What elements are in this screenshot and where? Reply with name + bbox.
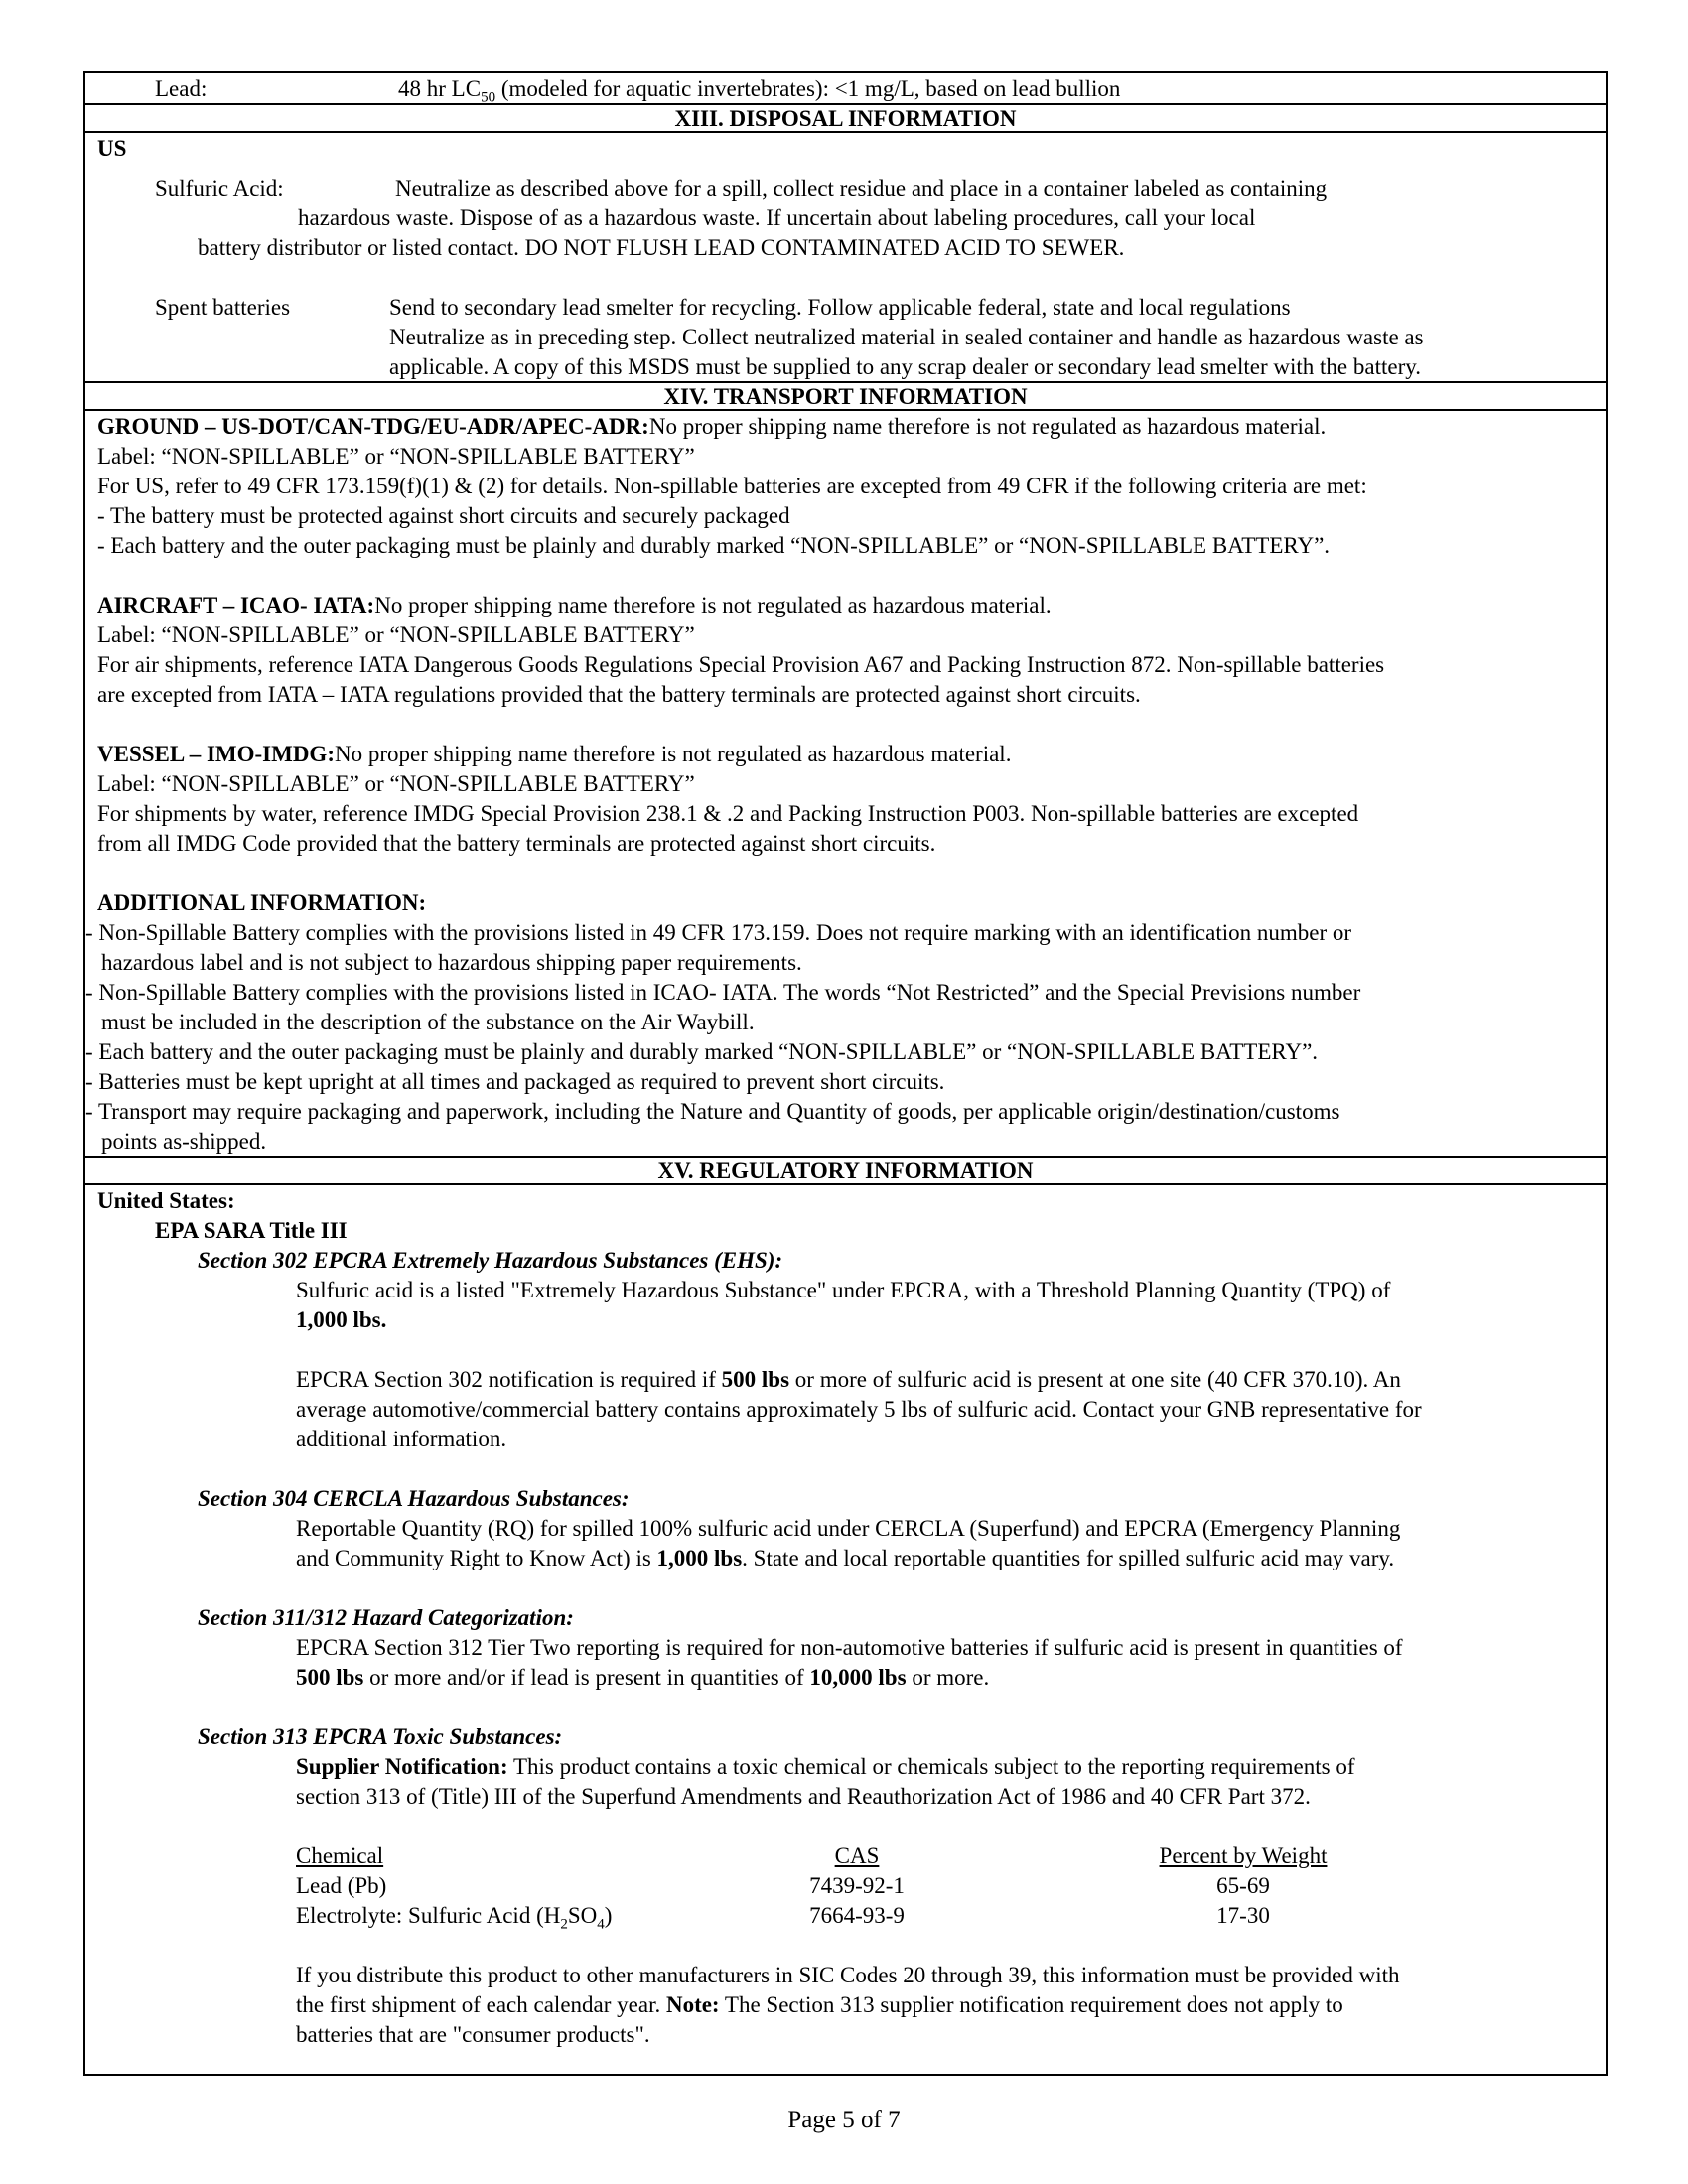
- s14-air-detail-1: For air shipments, reference IATA Dangerous Goods Regulations Special Provision A67 and Packing Instruction 872. Non-spillable batteries: [97, 652, 1385, 677]
- section-14-header: XIV. TRANSPORT INFORMATION: [85, 381, 1606, 411]
- table-header-chemical: Chemical: [296, 1843, 384, 1868]
- s14-air-line: AIRCRAFT – ICAO- IATA:No proper shipping name therefore is not regulated as hazardous material.: [97, 593, 1052, 617]
- s14-ground-detail: For US, refer to 49 CFR 173.159(f)(1) & (2) for details. Non-spillable batteries are excepted from 49 CFR if the following criteria are met:: [97, 474, 1367, 498]
- s14-vessel-line: VESSEL – IMO-IMDG:No proper shipping name therefore is not regulated as hazardous material.: [97, 742, 1012, 766]
- s15-final-line-1: If you distribute this product to other manufacturers in SIC Codes 20 through 39, this information must be provided with: [296, 1963, 1400, 1987]
- s14-additional-line-5: - Each battery and the outer packaging must be plainly and durably marked “NON-SPILLABLE” or “NON-SPILLABLE BATTERY”.: [85, 1039, 1319, 1064]
- s13-acid-line-3: battery distributor or listed contact. DO NOT FLUSH LEAD CONTAMINATED ACID TO SEWER.: [198, 235, 1125, 260]
- s15-313-line-2: section 313 of (Title) III of the Superfund Amendments and Reauthorization Act of 1986 and 40 CFR Part 372.: [296, 1784, 1311, 1809]
- s15-311-heading: Section 311/312 Hazard Categorization:: [198, 1605, 574, 1630]
- s13-spent-line-3: applicable. A copy of this MSDS must be supplied to any scrap dealer or secondary lead smelter with the battery.: [389, 354, 1421, 379]
- s14-additional-line-6: - Batteries must be kept upright at all times and packaged as required to prevent short circuits.: [85, 1069, 945, 1094]
- s14-additional-line-8: points as-shipped.: [101, 1129, 267, 1154]
- s15-302b-line-2: average automotive/commercial battery contains approximately 5 lbs of sulfuric acid. Contact your GNB representative for: [296, 1397, 1422, 1422]
- lead-lc50-text: 48 hr $LC_{50}$ (modeled for aquatic invertebrates): <1 mg/L, based on lead bullion: [398, 76, 1121, 106]
- s15-304-heading: Section 304 CERCLA Hazardous Substances:: [198, 1486, 630, 1511]
- s13-spent-line-1: Send to secondary lead smelter for recycling. Follow applicable federal, state and local regulations: [389, 295, 1291, 320]
- s15-302-heading: Section 302 EPCRA Extremely Hazardous Substances (EHS):: [198, 1248, 783, 1273]
- s13-spent-line-2: Neutralize as in preceding step. Collect neutralized material in sealed container and handle as hazardous waste as: [389, 325, 1424, 349]
- s14-ground-line: GROUND – US-DOT/CAN-TDG/EU-ADR/APEC-ADR:No proper shipping name therefore is not regulated as hazardous material.: [97, 414, 1327, 439]
- table-row-lead-chemical: Lead (Pb): [296, 1873, 387, 1898]
- s14-additional-line-4: must be included in the description of the substance on the Air Waybill.: [101, 1010, 755, 1034]
- s15-304-line-2: and Community Right to Know Act) is 1,000 lbs. State and local reportable quantities for spilled sulfuric acid may vary.: [296, 1546, 1395, 1570]
- s14-additional-line-2: hazardous label and is not subject to hazardous shipping paper requirements.: [101, 950, 802, 975]
- s15-final-line-2: the first shipment of each calendar year. Note: The Section 313 supplier notification requirement does not apply to: [296, 1992, 1343, 2017]
- section-15-header: XV. REGULATORY INFORMATION: [85, 1156, 1606, 1185]
- s13-spent-label: Spent batteries: [155, 295, 291, 320]
- s13-us-label: US: [97, 136, 127, 161]
- s14-ground-bullet-1: - The battery must be protected against short circuits and securely packaged: [97, 503, 790, 528]
- s15-final-line-3: batteries that are "consumer products".: [296, 2022, 650, 2047]
- s15-302b-line-3: additional information.: [296, 1427, 507, 1451]
- page-number: Page 5 of 7: [787, 2107, 901, 2133]
- s14-vessel-detail-1: For shipments by water, reference IMDG Special Provision 238.1 & .2 and Packing Instruction P003. Non-spillable batteries are excepted: [97, 801, 1359, 826]
- table-row-electrolyte-percent: 17-30: [1216, 1903, 1270, 1928]
- s13-acid-line-2: hazardous waste. Dispose of as a hazardous waste. If uncertain about labeling procedures, call your local: [298, 205, 1256, 230]
- s14-additional-line-7: - Transport may require packaging and paperwork, including the Nature and Quantity of goods, per applicable origin/destination/customs: [85, 1099, 1340, 1124]
- table-row-lead-cas: 7439-92-1: [809, 1873, 905, 1898]
- s15-311-line-1: EPCRA Section 312 Tier Two reporting is required for non-automotive batteries if sulfuric acid is present in quantities of: [296, 1635, 1403, 1660]
- s15-313-heading: Section 313 EPCRA Toxic Substances:: [198, 1724, 563, 1749]
- s14-vessel-label: Label: “NON-SPILLABLE” or “NON-SPILLABLE BATTERY”: [97, 771, 695, 796]
- s13-acid-line-1: Neutralize as described above for a spill, collect residue and place in a container labeled as containing: [395, 176, 1328, 201]
- document-frame: [83, 71, 1608, 2076]
- table-header-cas: CAS: [834, 1843, 880, 1868]
- s15-302-line-2: 1,000 lbs.: [296, 1307, 387, 1332]
- s14-additional-heading: ADDITIONAL INFORMATION:: [97, 890, 427, 915]
- s13-acid-label: Sulfuric Acid:: [155, 176, 284, 201]
- s14-air-detail-2: are excepted from IATA – IATA regulations provided that the battery terminals are protected against short circuits.: [97, 682, 1141, 707]
- s15-sara-heading: EPA SARA Title III: [155, 1218, 348, 1243]
- s15-302b-line-1: EPCRA Section 302 notification is required if 500 lbs or more of sulfuric acid is present at one site (40 CFR 370.10). An: [296, 1367, 1401, 1392]
- s15-313-line-1: Supplier Notification: This product contains a toxic chemical or chemicals subject to the reporting requirements of: [296, 1754, 1355, 1779]
- table-row-lead-percent: 65-69: [1216, 1873, 1270, 1898]
- section-13-header: XIII. DISPOSAL INFORMATION: [85, 103, 1606, 133]
- lead-label: Lead:: [155, 76, 208, 101]
- s14-ground-bullet-2: - Each battery and the outer packaging must be plainly and durably marked “NON-SPILLABLE” or “NON-SPILLABLE BATTERY”.: [97, 533, 1331, 558]
- s14-additional-line-3: - Non-Spillable Battery complies with the provisions listed in ICAO- IATA. The words “Not Restricted” and the Special Previsions number: [85, 980, 1361, 1005]
- table-row-electrolyte-chemical: Electrolyte: Sulfuric Acid $(H_2SO_4)$: [296, 1903, 613, 1933]
- table-row-electrolyte-cas: 7664-93-9: [809, 1903, 905, 1928]
- s14-additional-line-1: - Non-Spillable Battery complies with the provisions listed in 49 CFR 173.159. Does not require marking with an identification number or: [85, 920, 1352, 945]
- s15-304-line-1: Reportable Quantity (RQ) for spilled 100% sulfuric acid under CERCLA (Superfund) and EPCRA (Emergency Planning: [296, 1516, 1401, 1541]
- s14-vessel-detail-2: from all IMDG Code provided that the battery terminals are protected against short circuits.: [97, 831, 936, 856]
- s15-us-label: United States:: [97, 1188, 235, 1213]
- table-header-percent: Percent by Weight: [1159, 1843, 1328, 1868]
- s15-302-line-1: Sulfuric acid is a listed "Extremely Hazardous Substance" under EPCRA, with a Threshold Planning Quantity (TPQ) of: [296, 1278, 1391, 1302]
- s14-air-label: Label: “NON-SPILLABLE” or “NON-SPILLABLE BATTERY”: [97, 622, 695, 647]
- s14-ground-label: Label: “NON-SPILLABLE” or “NON-SPILLABLE BATTERY”: [97, 444, 695, 469]
- s15-311-line-2: 500 lbs or more and/or if lead is present in quantities of 10,000 lbs or more.: [296, 1665, 990, 1690]
